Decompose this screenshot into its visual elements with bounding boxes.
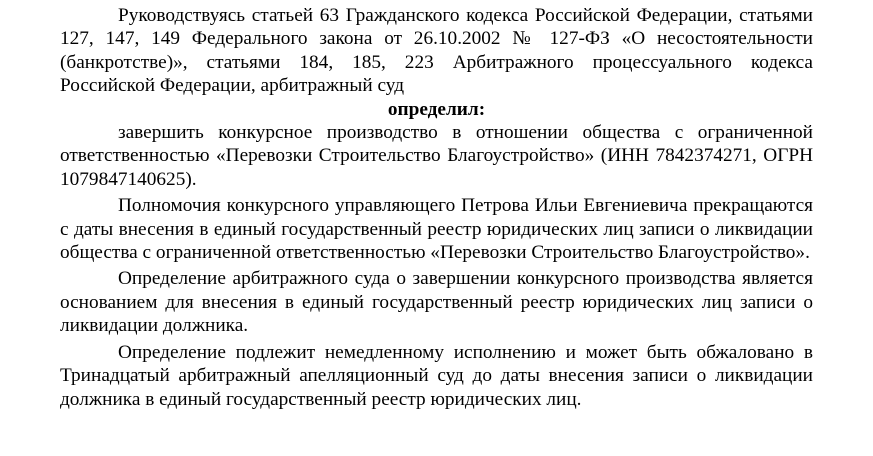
- document-body: [60, 4, 813, 411]
- ruling-heading: определил:: [387, 98, 486, 120]
- intro-paragraph: Руководствуясь статьей 63 Гражданского кодекса Российской Федерации, статьями 127, 147, 149 Федерального закона от 26.10.2002 № 127-ФЗ «О несостоятельности (банкротстве)», статьями 184, 185, 223 Арбитражного процессуального кодекса Российской Федерации, арбитражный суд: [60, 5, 813, 97]
- ruling-paragraph-4: Определение подлежит немедленному исполнению и может быть обжаловано в Тринадцатый арбитражный апелляционный суд до даты внесения записи о ликвидации должника в единый государственный реестр юридических лиц.: [60, 341, 813, 410]
- ruling-paragraph-3: Определение арбитражного суда о завершении конкурсного производства является основанием для внесения в единый государственный реестр юридических лиц записи о ликвидации должника.: [60, 268, 813, 337]
- ruling-paragraph-1: завершить конкурсное производство в отношении общества с ограниченной ответственностью «Перевозки Строительство Благоустройство» (ИНН 7842374271, ОГРН 1079847140625).: [60, 122, 813, 190]
- ruling-paragraph-2: Полномочия конкурсного управляющего Петрова Ильи Евгениевича прекращаются с даты внесения в единый государственный реестр юридических лиц записи о ликвидации общества с ограниченной ответственностью «Перевозки Строительство Благоустройство».: [60, 195, 813, 264]
